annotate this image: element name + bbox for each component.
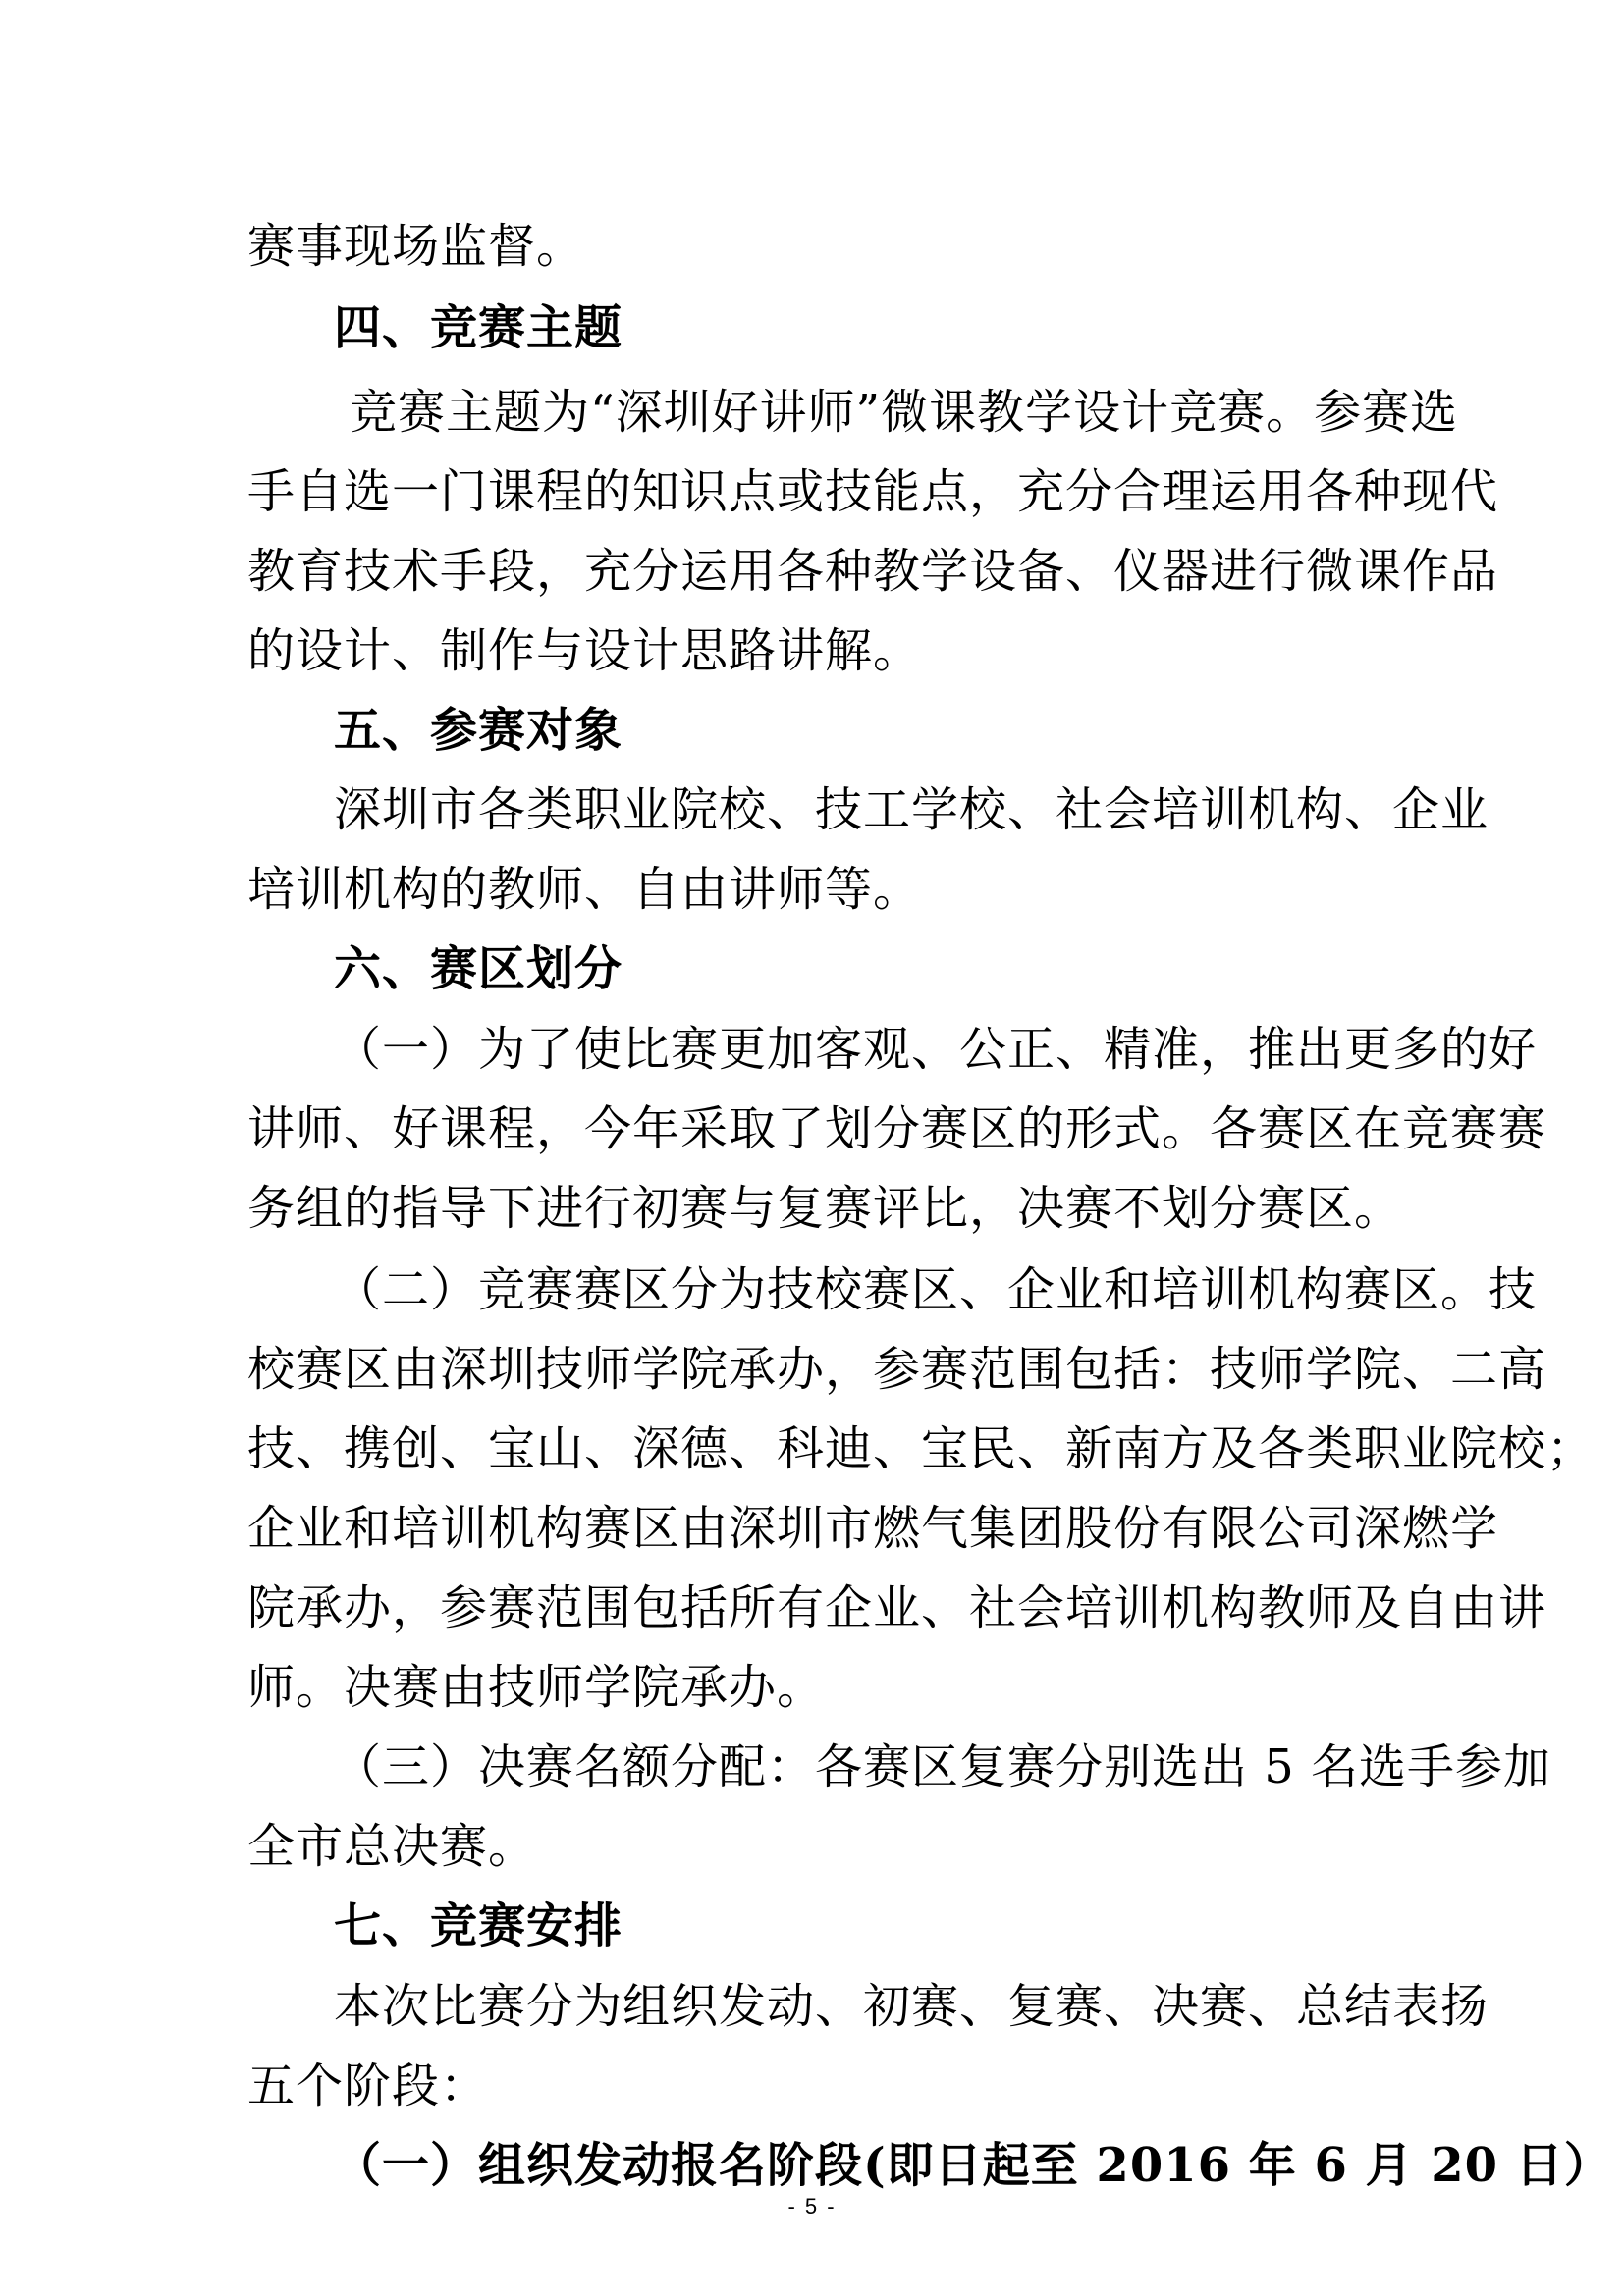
section-heading: 六、赛区划分 [334, 941, 623, 996]
paragraph-line: 培训机构的教师、自由讲师等。 [247, 862, 922, 917]
paragraph-line: 院承办，参赛范围包括所有企业、社会培训机构教师及自由讲 [247, 1580, 1547, 1635]
paragraph-line: 五个阶段： [247, 2058, 489, 2113]
paragraph-line: （一）为了使比赛更加客观、公正、精准，推出更多的好 [334, 1022, 1538, 1077]
paragraph-line: 技、携创、宝山、深德、科迪、宝民、新南方及各类职业院校； [247, 1421, 1596, 1476]
paragraph-line: 企业和培训机构赛区由深圳市燃气集团股份有限公司深燃学 [247, 1501, 1499, 1556]
paragraph-line: 赛事现场监督。 [247, 219, 585, 274]
paragraph-line: 竞赛主题为“深圳好讲师”微课教学设计竞赛。参赛选 [350, 385, 1459, 440]
paragraph-line: 手自选一门课程的知识点或技能点，充分合理运用各种现代 [247, 464, 1499, 519]
subsection-heading: （一）组织发动报名阶段(即日起至 2016 年 6 月 20 日） [334, 2138, 1612, 2193]
paragraph-line: （三）决赛名额分配：各赛区复赛分别选出 5 名选手参加 [334, 1739, 1552, 1794]
paragraph-line: （二）竞赛赛区分为技校赛区、企业和培训机构赛区。技 [334, 1262, 1538, 1317]
section-heading: 四、竞赛主题 [334, 300, 623, 355]
paragraph-line: 的设计、制作与设计思路讲解。 [247, 623, 922, 678]
page-number: - 5 - [787, 2194, 837, 2218]
paragraph-line: 教育技术手段，充分运用各种教学设备、仪器进行微课作品 [247, 544, 1499, 599]
paragraph-line: 师。决赛由技师学院承办。 [247, 1660, 826, 1715]
paragraph-line: 讲师、好课程，今年采取了划分赛区的形式。各赛区在竞赛赛 [247, 1101, 1547, 1156]
paragraph-line: 全市总决赛。 [247, 1819, 537, 1874]
section-heading: 五、参赛对象 [334, 703, 623, 758]
paragraph-line: 务组的指导下进行初赛与复赛评比，决赛不划分赛区。 [247, 1181, 1403, 1236]
paragraph-line: 校赛区由深圳技师学院承办，参赛范围包括：技师学院、二高 [247, 1342, 1547, 1397]
section-heading: 七、竞赛安排 [334, 1898, 623, 1953]
paragraph-line: 深圳市各类职业院校、技工学校、社会培训机构、企业 [334, 782, 1489, 837]
paragraph-line: 本次比赛分为组织发动、初赛、复赛、决赛、总结表扬 [334, 1979, 1489, 2034]
